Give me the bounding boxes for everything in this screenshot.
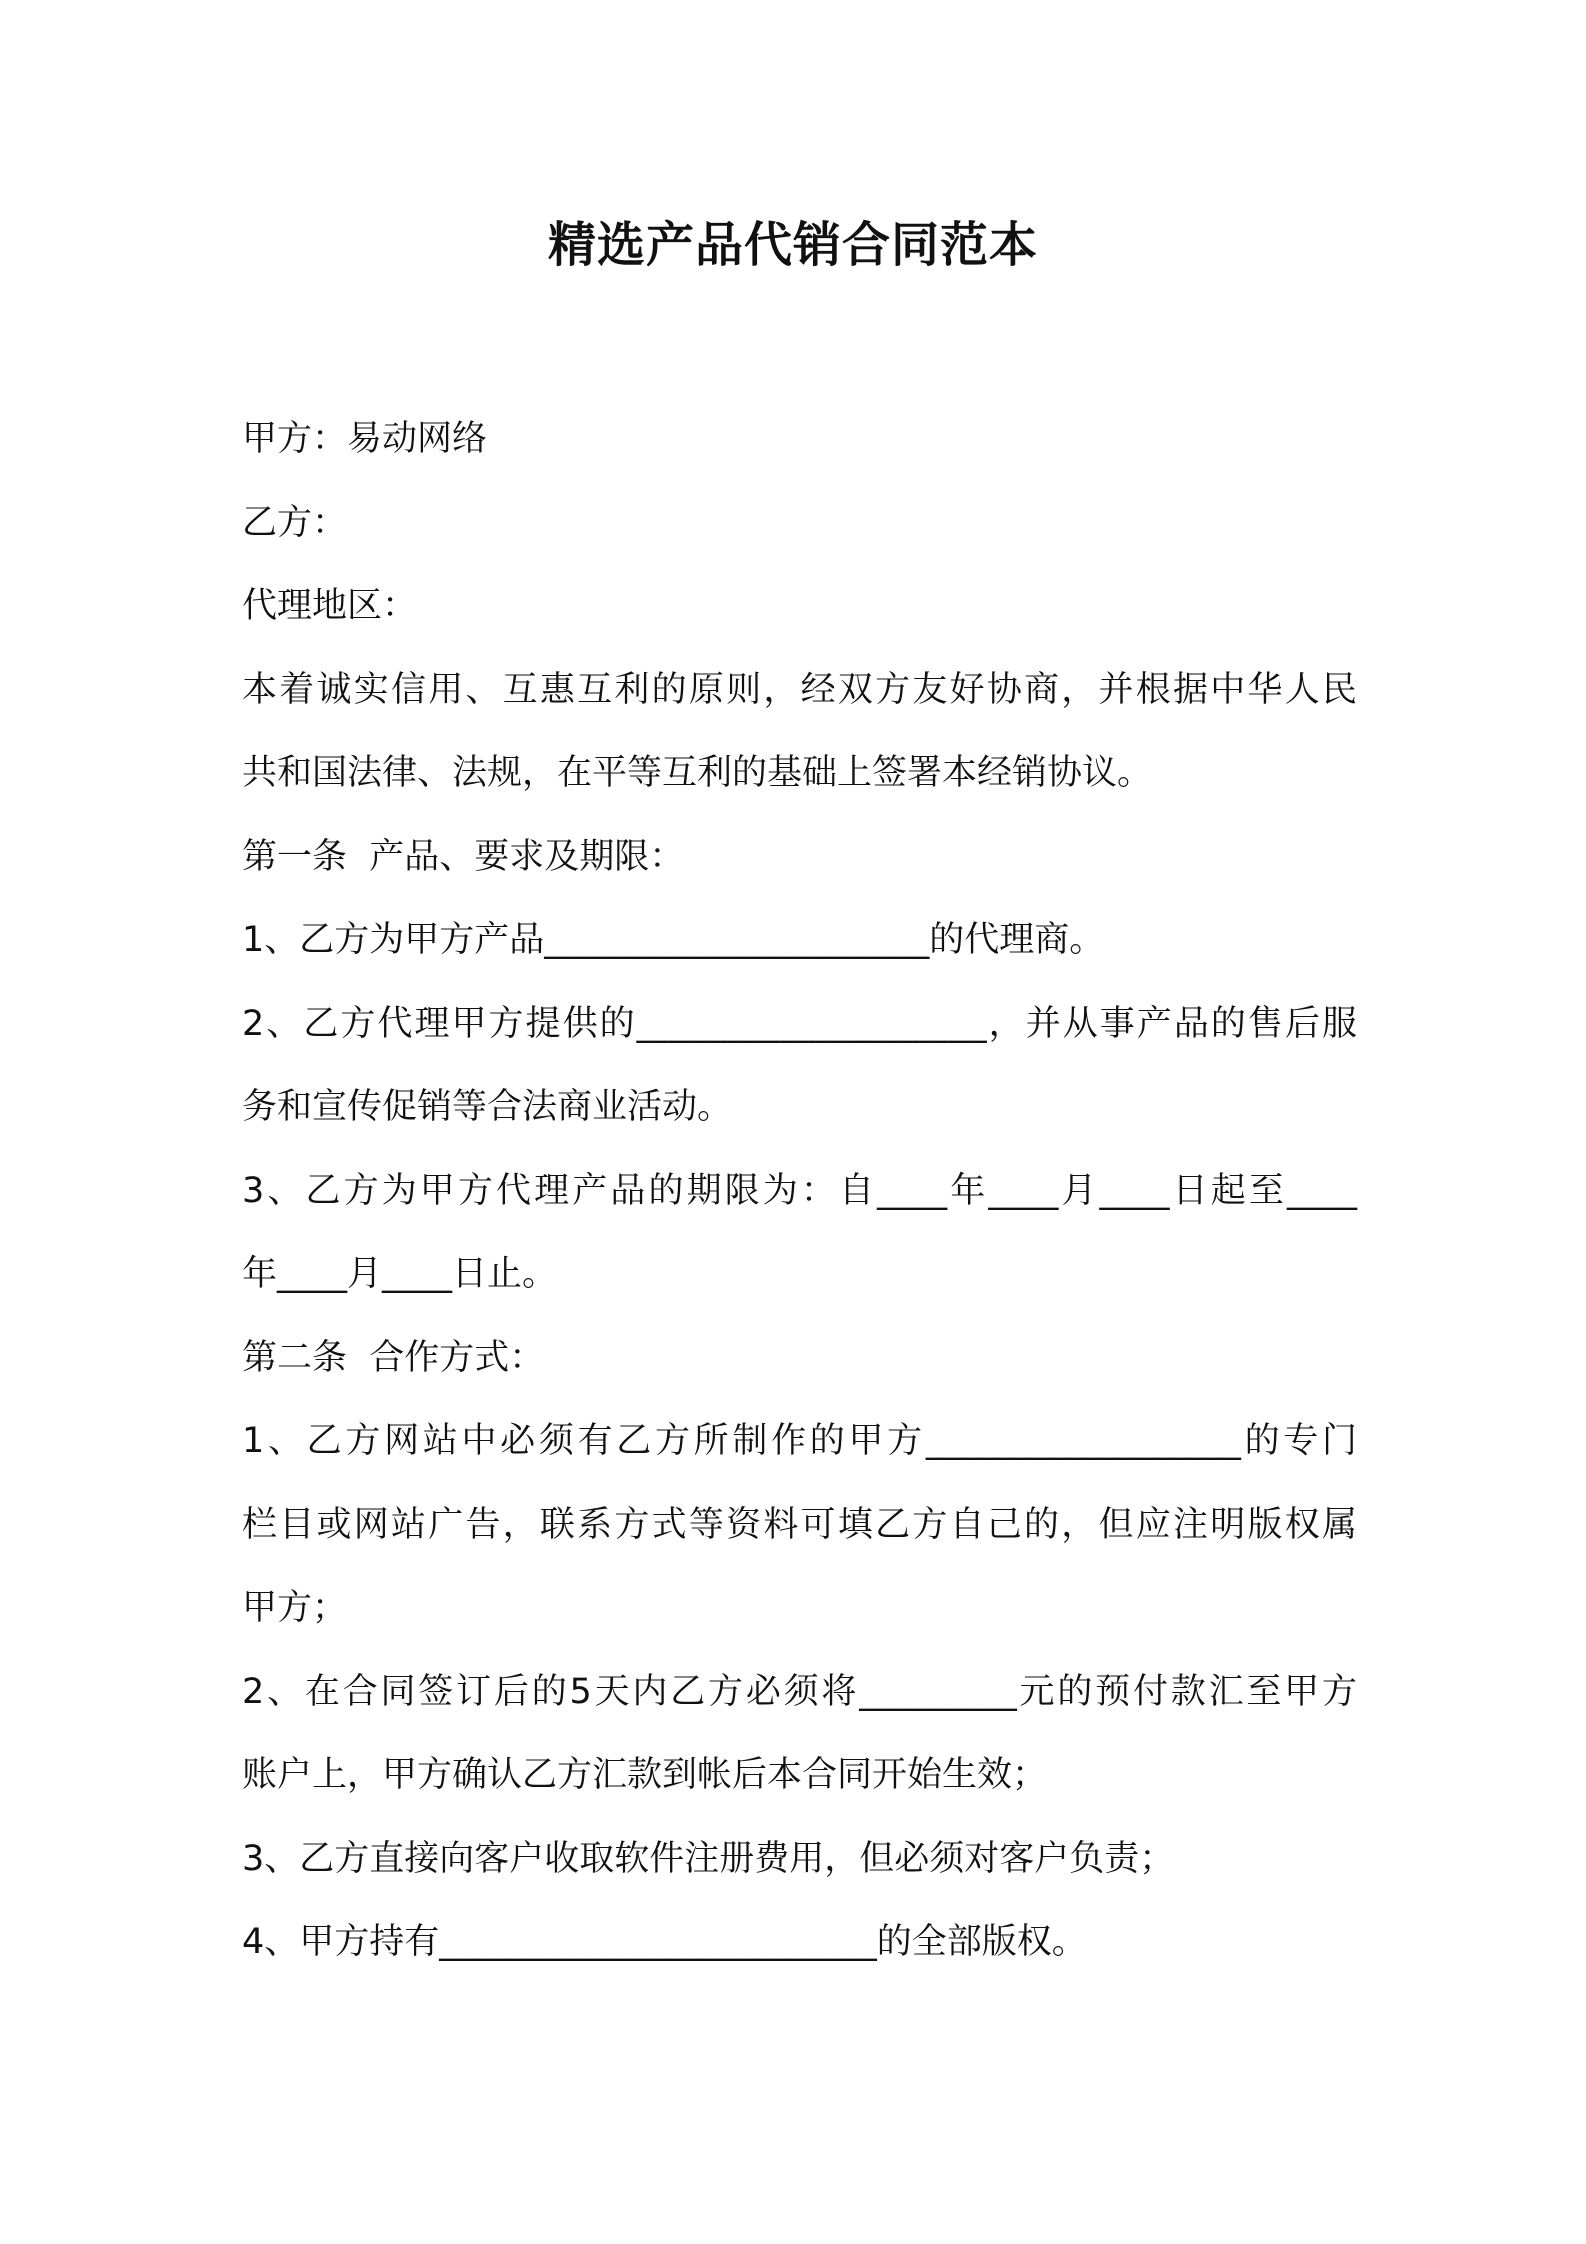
- article-2-clause-1-line-2: 栏目或网站广告，联系方式等资料可填乙方自己的，但应注明版权属: [242, 1504, 1357, 1545]
- article-2-clause-2-line-2: 账户上，甲方确认乙方汇款到帐后本合同开始生效；: [242, 1755, 1048, 1795]
- preamble-line-2: 共和国法律、法规，在平等互利的基础上签署本经销协议。: [242, 753, 1153, 793]
- article-1-heading: 第一条 产品、要求及期限：: [242, 836, 685, 877]
- document-body: [242, 398, 1357, 1985]
- article-2-clause-1-line-3: 甲方；: [242, 1588, 348, 1628]
- article-2-heading: 第二条 合作方式：: [242, 1337, 545, 1378]
- preamble-line-1: 本着诚实信用、互惠互利的原则，经双方友好协商，并根据中华人民: [242, 669, 1357, 710]
- article-2-clause-4: 4、甲方持有_________________________的全部版权。: [242, 1922, 1087, 1962]
- article-1-clause-2-line-2: 务和宣传促销等合法商业活动。: [242, 1087, 733, 1127]
- party-a-line: 甲方：易动网络: [242, 419, 488, 459]
- article-1-clause-3-line-2: 年____月____日止。: [242, 1254, 558, 1294]
- article-1-clause-1: 1、乙方为甲方产品______________________的代理商。: [242, 920, 1105, 960]
- article-2-clause-2-line-1: 2、在合同签订后的5天内乙方必须将_________元的预付款汇至甲方: [242, 1671, 1357, 1712]
- party-b-line: 乙方：: [242, 502, 348, 543]
- article-1-clause-2-line-1: 2、乙方代理甲方提供的____________________，并从事产品的售后服: [242, 1003, 1357, 1044]
- agency-region-line: 代理地区：: [242, 586, 418, 626]
- article-2-clause-3: 3、乙方直接向客户收取软件注册费用，但必须对客户负责；: [242, 1838, 1175, 1879]
- article-1-clause-3-line-1: 3、乙方为甲方代理产品的期限为：自____年____月____日起至____: [242, 1170, 1357, 1211]
- document-title: 精选产品代销合同范本: [547, 217, 1038, 273]
- article-2-clause-1-line-1: 1、乙方网站中必须有乙方所制作的甲方__________________的专门: [242, 1421, 1357, 1461]
